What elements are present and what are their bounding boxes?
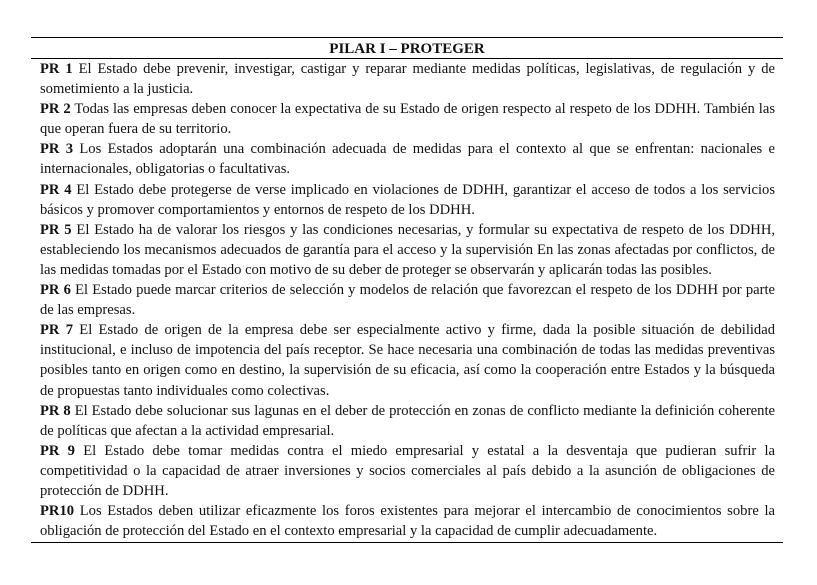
principle-code: PR 1 [40,61,73,77]
principle-text: Los Estados adoptarán una combinación adecuada de medidas para el contexto al que se enfrentan: nacionales e internacionales, obligatorias o facultativas. [40,141,775,178]
principle-code: PR 2 [40,101,71,118]
principle-text: El Estado ha de valorar los riesgos y las condiciones necesarias, y formular su expectativa de respeto de los DDHH, estableciendo los mecanismos adecuados de garantía para el acceso y la supervisión En las zonas afectadas por conflictos, de las medidas tomadas por el Estado con motivo de su deber de proteger se observarán y aplicarán todas las posibles. [40,221,776,278]
principle-text: Todas las empresas deben conocer la expectativa de su Estado de origen respecto al respeto de los DDHH. También las que operan fuera de su territorio. [40,101,775,138]
principle-code: PR 6 [40,282,71,299]
principle-pr9 [40,441,775,501]
principle-pr10 [40,501,775,541]
table-title: PILAR I – PROTEGER [31,38,783,59]
principles-table [31,37,783,543]
principle-code: PR 4 [40,181,72,198]
principle-pr2 [40,99,775,139]
principle-text: El Estado puede marcar criterios de selección y modelos de relación que favorezcan el respeto de los DDHH por parte de las empresas. [40,282,775,319]
principle-code: PR 5 [40,221,72,238]
principle-pr7 [40,320,775,400]
principle-pr6 [40,280,775,320]
principle-text: El Estado debe solucionar sus lagunas en el deber de protección en zonas de conflicto mediante la definición coherente de políticas que afectan a la actividad empresarial. [40,402,775,439]
principles-list [31,59,783,542]
principle-text: El Estado debe protegerse de verse implicado en violaciones de DDHH, garantizar el acceso de todos a los servicios básicos y promover comportamientos y entornos de respeto de los DDHH. [40,181,775,218]
principle-code: PR10 [40,503,75,520]
principle-text: El Estado de origen de la empresa debe ser especialmente activo y firme, dada la posible situación de debilidad institucional, e incluso de impotencia del país receptor. Se hace necesaria una combinación de todas las medidas preventivas posibles tanto en origen como en destino, la supervisión de su eficacia, así como la cooperación entre Estados y la búsqueda de propuestas tanto individuales como colectivas. [40,322,775,399]
principle-code: PR 7 [40,322,74,339]
principle-pr4 [40,180,775,220]
principle-pr3 [40,139,775,179]
principle-pr5 [40,220,775,280]
principle-code: PR 9 [40,442,75,459]
principle-pr8 [40,401,775,441]
principle-text: El Estado debe tomar medidas contra el miedo empresarial y estatal a la desventaja que pudieran sufrir la competitividad o la capacidad de atraer inversiones y socios comerciales al país debido a la asunción de obligaciones de protección de DDHH. [40,442,775,499]
principle-code: PR 3 [40,141,74,158]
principle-text: Los Estados deben utilizar eficazmente los foros existentes para mejorar el intercambio de conocimientos sobre la obligación de protección del Estado en el contexto empresarial y la capacidad de cumplir adecuadamente. [40,503,775,540]
principle-text: El Estado debe prevenir, investigar, castigar y reparar mediante medidas políticas, legislativas, de regulación y de sometimiento a la justicia. [40,61,776,98]
principle-code: PR 8 [40,402,71,419]
principle-pr1 [40,59,775,99]
